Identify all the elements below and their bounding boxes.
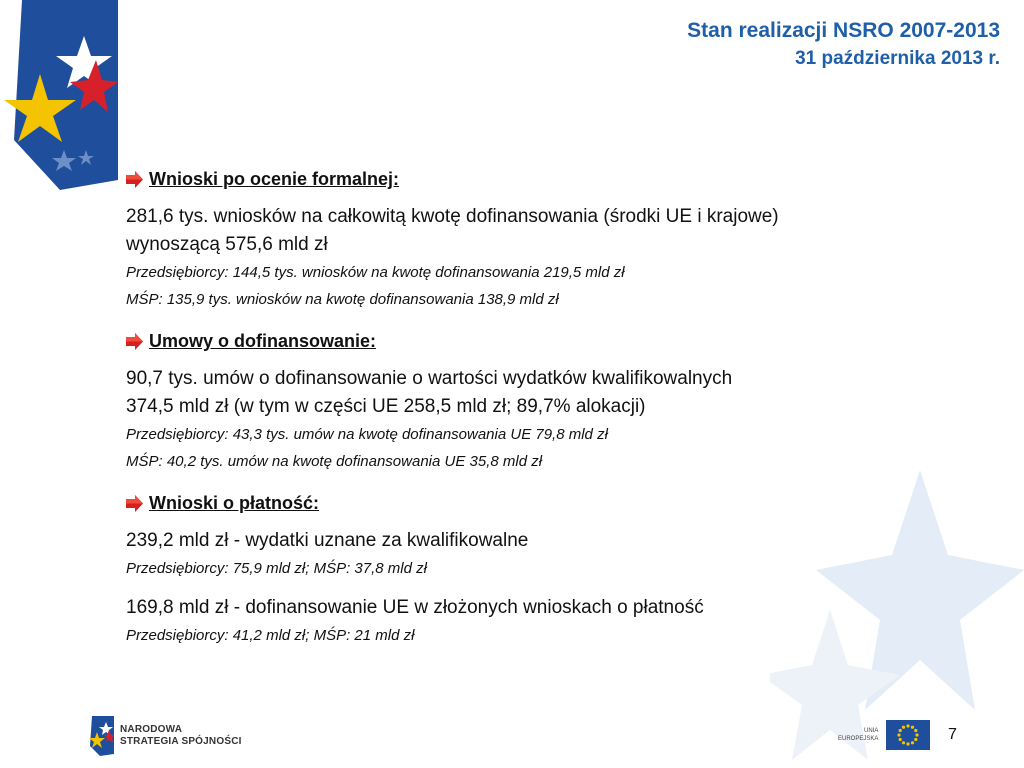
arrow-bullet-icon bbox=[126, 171, 143, 188]
detail-line: Przedsiębiorcy: 144,5 tys. wniosków na kwotę dofinansowania 219,5 mld zł bbox=[126, 264, 625, 281]
eu-line-1: UNIA bbox=[864, 728, 879, 734]
detail-line: MŚP: 40,2 tys. umów na kwotę dofinansowania UE 35,8 mld zł bbox=[126, 453, 543, 470]
nss-footer-logo bbox=[88, 716, 242, 756]
summary-line: 169,8 mld zł - dofinansowanie UE w złożonych wnioskach o płatność bbox=[126, 597, 704, 618]
slide-header bbox=[687, 16, 1000, 72]
summary-line: 90,7 tys. umów o dofinansowanie o wartości wydatków kwalifikowalnych bbox=[126, 368, 733, 389]
page-number: 7 bbox=[948, 726, 957, 743]
section-heading-label: Umowy o dofinansowanie: bbox=[149, 331, 377, 351]
nss-line-2: STRATEGIA SPÓJNOŚCI bbox=[120, 736, 242, 747]
detail-line: Przedsiębiorcy: 41,2 mld zł; MŚP: 21 mld zł bbox=[126, 627, 415, 644]
summary-line: 239,2 mld zł - wydatki uznane za kwalifikowalne bbox=[126, 530, 529, 551]
section-heading-label: Wnioski po ocenie formalnej: bbox=[149, 169, 400, 189]
detail-line: Przedsiębiorcy: 43,3 tys. umów na kwotę dofinansowania UE 79,8 mld zł bbox=[126, 426, 608, 443]
eu-flag-icon bbox=[886, 720, 930, 750]
slide-content bbox=[126, 165, 956, 649]
slide-title: Stan realizacji NSRO 2007-2013 bbox=[687, 19, 1000, 42]
nss-mark-icon bbox=[88, 716, 114, 756]
eu-line-2: EUROPEJSKA bbox=[838, 736, 879, 742]
arrow-bullet-icon bbox=[126, 495, 143, 512]
summary-line: 374,5 mld zł (w tym w części UE 258,5 mld zł; 89,7% alokacji) bbox=[126, 396, 646, 417]
summary-line: wynoszącą 575,6 mld zł bbox=[126, 234, 328, 255]
section-heading-label: Wnioski o płatność: bbox=[149, 493, 320, 513]
detail-line: Przedsiębiorcy: 75,9 mld zł; MŚP: 37,8 mld zł bbox=[126, 560, 427, 577]
nss-line-1: NARODOWA bbox=[120, 724, 183, 735]
arrow-bullet-icon bbox=[126, 333, 143, 350]
section-heading-wnioski-formalne bbox=[126, 165, 956, 193]
detail-line: MŚP: 135,9 tys. wniosków na kwotę dofinansowania 138,9 mld zł bbox=[126, 291, 559, 308]
section-heading-platnosci bbox=[126, 489, 956, 517]
section-heading-umowy bbox=[126, 327, 956, 355]
summary-line: 281,6 tys. wniosków na całkowitą kwotę dofinansowania (środki UE i krajowe) bbox=[126, 206, 779, 227]
slide-date: 31 października 2013 r. bbox=[795, 48, 1000, 69]
nss-logo-icon bbox=[0, 0, 118, 190]
eu-footer-logo bbox=[838, 720, 930, 750]
